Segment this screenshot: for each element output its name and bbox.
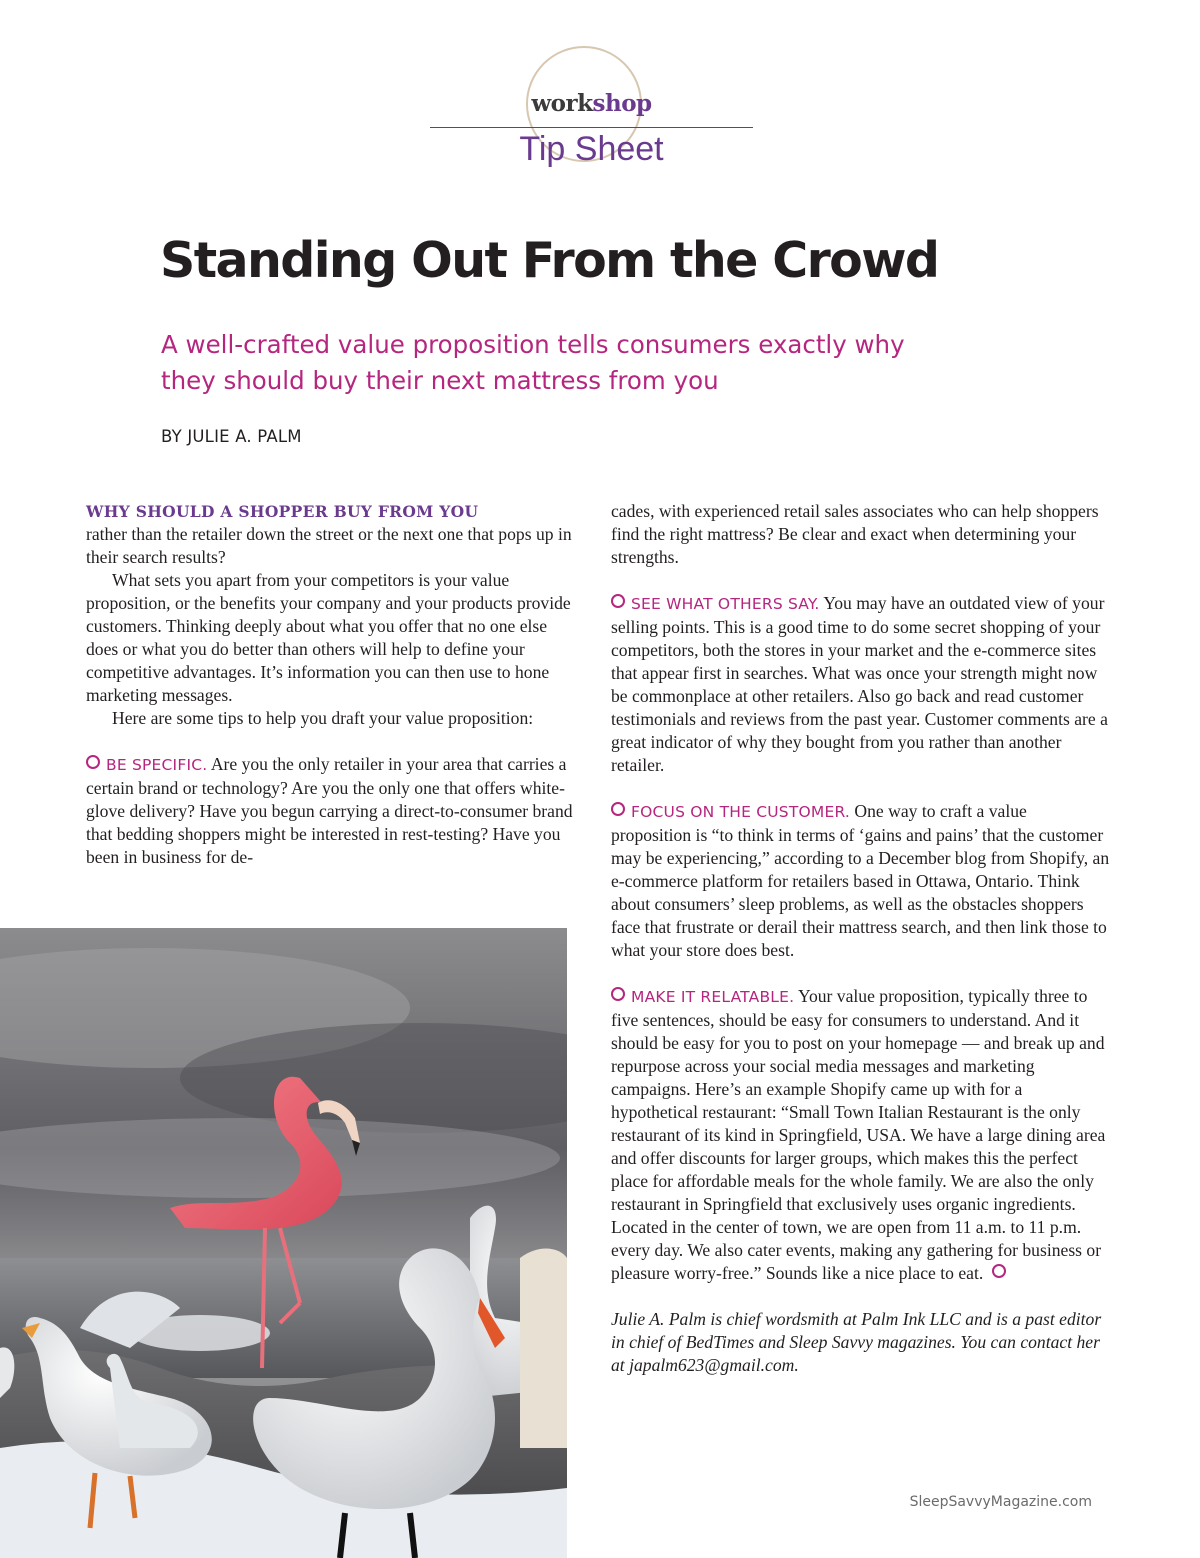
article-dek: A well-crafted value proposition tells consumers exactly why they should buy their next mattress from you <box>161 330 905 395</box>
body-paragraph: Here are some tips to help you draft your value proposition: <box>112 708 534 728</box>
circle-bullet-icon <box>611 594 625 608</box>
tip-heading: MAKE IT RELATABLE. <box>611 988 794 1006</box>
tip-text: Your value proposition, typically three to five sentences, should be easy for consumers to understand. And it should be easy for you to post on your homepage — and break up and repurpose across your social media messages and marketing campaigns. Here’s an example Shopify came up with for a hypothetical restaurant: “Small Town Italian Restaurant is the only restaurant of its kind in Springfield, USA. We have a large dining area and offer discounts for larger groups, which makes this the perfect place for affordable meals for the whole family. We are also the only restaurant in Springfield that exclusively uses organic ingredients. Located in the center of town, we are open from 11 a.m. to 11 p.m. every day. We also cater events, making any gathering for business or pleasure worry-free.” Sounds like a nice place to eat. <box>611 986 1106 1283</box>
section-title: Tip Sheet <box>519 130 664 168</box>
circle-bullet-icon <box>611 987 625 1001</box>
header-rule <box>430 127 753 128</box>
tip-text: One way to craft a value proposition is “to think in terms of ‘gains and pains’ that the customer may be experiencing,” according to a December blog from Shopify, an e-commerce platform for retailers based in Ottawa, Ontario. Think about consumers’ sleep problems, as well as the obstacles shoppers face that frustrate or derail their mattress search, and then link those to what your store does best. <box>611 801 1110 960</box>
circle-bullet-icon <box>611 802 625 816</box>
tip-focus-on-customer <box>611 800 1111 962</box>
tip-heading: SEE WHAT OTHERS SAY. <box>611 595 820 613</box>
article-column-right <box>611 500 1111 1377</box>
tip-be-specific <box>86 753 576 869</box>
footer-site-url: SleepSavvyMagazine.com <box>909 1494 1092 1510</box>
tip-heading: FOCUS ON THE CUSTOMER. <box>611 803 850 821</box>
article-headline: Standing Out From the Crowd <box>160 232 939 289</box>
tip-text: Are you the only retailer in your area that carries a certain brand or technology? Are you the only one that offers white-glove delivery? Have you begun carrying a direct-to-consumer brand that bedding shoppers might be interested in rest-testing? Have you been in business for de- <box>86 754 573 867</box>
kicker-part-shop: shop <box>592 90 652 117</box>
lead-caps: WHY SHOULD A SHOPPER BUY FROM YOU <box>86 502 479 521</box>
section-kicker <box>430 90 753 117</box>
article-byline: BY JULIE A. PALM <box>161 427 302 446</box>
kicker-part-work: work <box>531 90 593 117</box>
circle-bullet-icon <box>86 755 100 769</box>
author-bio: Julie A. Palm is chief wordsmith at Palm Ink LLC and is a past editor in chief of BedTimes and Sleep Savvy magazines. You can contact her at japalm623@gmail.com. <box>611 1309 1102 1375</box>
end-mark-icon <box>992 1264 1006 1278</box>
tip-make-it-relatable <box>611 985 1111 1285</box>
lead-text: rather than the retailer down the street or the next one that pops up in their search results? <box>86 524 572 567</box>
body-paragraph: What sets you apart from your competitors is your value proposition, or the benefits your company and your products provide customers. Thinking deeply about what you offer that no one else does or what you do better than others will help to define your competitive advantages. It’s information you can then use to hone marketing messages. <box>86 570 571 705</box>
tip-see-what-others-say <box>611 592 1111 777</box>
article-column-left <box>86 500 576 869</box>
flamingo-among-swans-photo <box>0 928 567 1558</box>
tip-text: You may have an outdated view of your selling points. This is a good time to do some secret shopping of your competitors, both the stores in your market and the e-commerce sites that appear first in searches. What was once your strength might now be commonplace at other retailers. Also go back and read customer testimonials and reviews from the past year. Customer comments are a great indicator of why they bought from you rather than another retailer. <box>611 593 1108 775</box>
tip-heading: BE SPECIFIC. <box>86 756 207 774</box>
lead-paragraph <box>86 500 576 569</box>
tip-continued-text: cades, with experienced retail sales associates who can help shoppers find the right mattress? Be clear and exact when determining your strengths. <box>611 501 1099 567</box>
